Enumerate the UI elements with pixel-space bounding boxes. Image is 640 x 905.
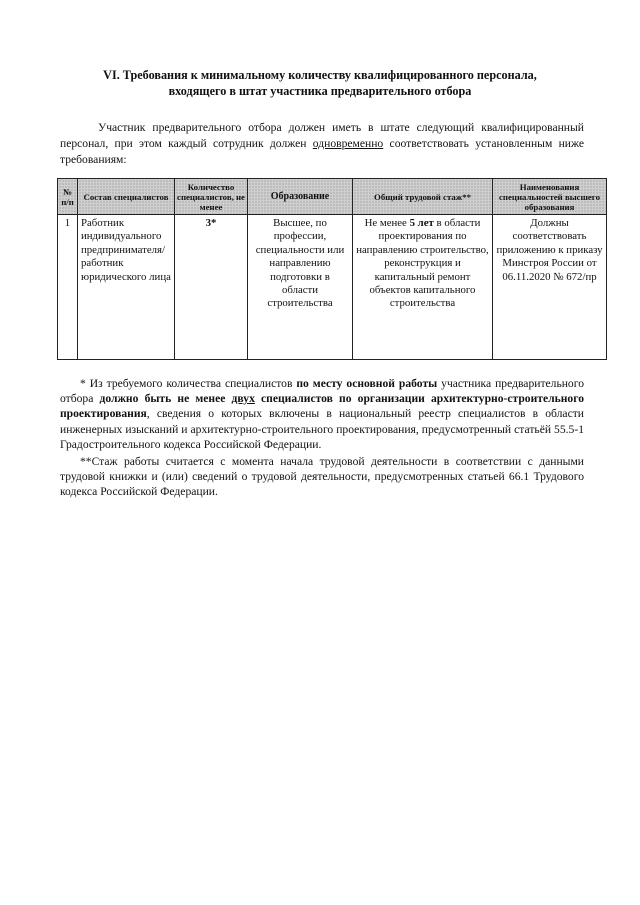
footnote-2: **Стаж работы считается с момента начала трудовой деятельности в соответствии с данными трудовой книжки и (или) сведений о трудовой деятельности, предусмотренных статьей 66.1 Трудового кодекса Российской Федерации. <box>60 455 584 499</box>
footnote-1 <box>60 376 584 452</box>
header-education: Образование <box>248 179 353 215</box>
footnote-1-part-7: , сведения о которых включены в национальный реестр специалистов в области инженерных изысканий и архитектурно-строительного проектирования, предусмотренный статьёй 55.5-1 Градостроительного кодекса Российской Федерации. <box>60 407 584 451</box>
section-title <box>0 67 640 99</box>
section-title-line-1: VI. Требования к минимальному количеству квалифицированного персонала, <box>103 68 537 82</box>
header-specialties: Наименования специальностей высшего образования <box>493 179 607 215</box>
experience-years: 5 лет <box>409 217 434 229</box>
intro-text-after: соответствовать установленным ниже требованиям: <box>60 137 584 166</box>
footnote-1-part-3: участника предварительного отбора <box>60 377 584 406</box>
intro-text-before: Участник предварительного отбора должен иметь в штате следующий квалифицированный персонал, при этом каждый сотрудник должен <box>60 121 584 150</box>
intro-paragraph <box>60 120 584 168</box>
cell-num: 1 <box>58 215 78 360</box>
intro-underlined-word: одновременно <box>312 137 384 150</box>
header-staff: Состав специалистов <box>78 179 175 215</box>
cell-count: 3* <box>175 215 248 360</box>
footnote-1-part-2: по месту основной работы <box>296 377 438 390</box>
cell-staff: Работник индивидуального предпринимателя/ работник юридического лица <box>78 215 175 360</box>
experience-suffix: в области проектирования по направлению строительство, реконструкция и капитальный ремонт объектов капитального строительства <box>356 217 489 310</box>
table-header-row <box>58 179 607 215</box>
section-title-line-2: входящего в штат участника предварительного отбора <box>168 84 472 98</box>
footnote-1-part-1: * Из требуемого количества специалистов <box>80 377 293 390</box>
cell-specialties: Должны соответствовать приложению к приказу Минстроя России от 06.11.2020 № 672/пр <box>493 215 607 360</box>
footnote-1-part-5: двух <box>231 392 255 406</box>
table-row <box>58 215 607 360</box>
header-count: Количество специалистов, не менее <box>175 179 248 215</box>
footnote-1-part-6: специалистов по организации архитектурно-строительного проектирования <box>60 392 584 421</box>
experience-prefix: Не менее <box>364 217 407 229</box>
cell-education: Высшее, по профессии, специальности или направлению подготовки в области строительства <box>248 215 353 360</box>
footnote-1-part-4: должно быть не менее <box>99 392 226 406</box>
cell-experience <box>353 215 493 360</box>
header-experience: Общий трудовой стаж** <box>353 179 493 215</box>
requirements-table <box>57 178 607 360</box>
footnotes <box>60 376 584 500</box>
header-num: № п/п <box>58 179 78 215</box>
